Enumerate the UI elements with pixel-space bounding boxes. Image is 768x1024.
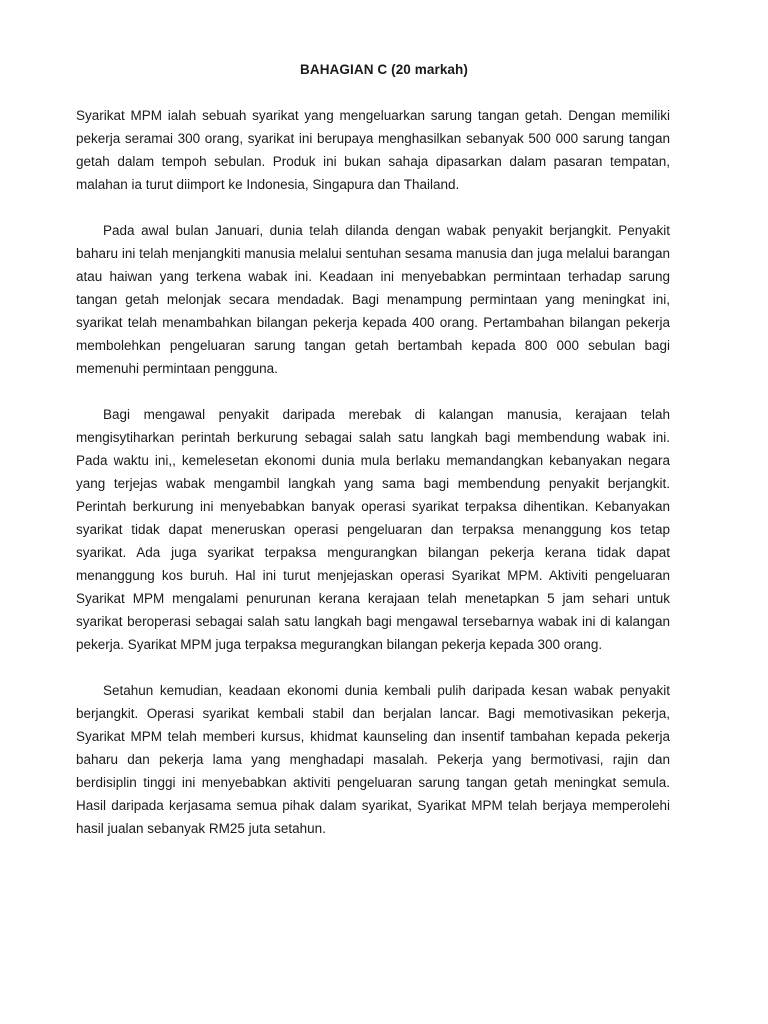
section-heading: BAHAGIAN C (20 markah) <box>300 62 468 77</box>
paragraph-4: Setahun kemudian, keadaan ekonomi dunia kembali pulih daripada kesan wabak penyakit berjangkit. Operasi syarikat kembali stabil dan berjalan lancar. Bagi memotivasikan pekerja, Syarikat MPM telah memberi kursus, khidmat kaunseling dan insentif tambahan kepada pekerja baharu dan pekerja lama yang menghadapi masalah. Pekerja yang bermotivasi, rajin dan berdisiplin tinggi ini menyebabkan aktiviti pengeluaran sarung tangan getah meningkat semula. Hasil daripada kerjasama semua pihak dalam syarikat, Syarikat MPM telah berjaya memperolehi hasil jualan sebanyak RM25 juta setahun. <box>76 683 670 836</box>
document-body <box>76 104 670 863</box>
paragraph-2: Pada awal bulan Januari, dunia telah dilanda dengan wabak penyakit berjangkit. Penyakit baharu ini telah menjangkiti manusia melalui sentuhan sesama manusia dan juga melalui barangan atau haiwan yang terkena wabak ini. Keadaan ini menyebabkan permintaan terhadap sarung tangan getah melonjak secara mendadak. Bagi menampung permintaan yang meningkat ini, syarikat telah menambahkan bilangan pekerja kepada 400 orang. Pertambahan bilangan pekerja membolehkan pengeluaran sarung tangan getah bertambah kepada 800 000 sebulan bagi memenuhi permintaan pengguna. <box>76 223 670 376</box>
paragraph-1: Syarikat MPM ialah sebuah syarikat yang mengeluarkan sarung tangan getah. Dengan memiliki pekerja seramai 300 orang, syarikat ini berupaya menghasilkan sebanyak 500 000 sarung tangan getah dalam tempoh sebulan. Produk ini bukan sahaja dipasarkan dalam pasaran tempatan, malahan ia turut diimport ke Indonesia, Singapura dan Thailand. <box>76 108 670 192</box>
paragraph-3: Bagi mengawal penyakit daripada merebak di kalangan manusia, kerajaan telah mengisytiharkan perintah berkurung sebagai salah satu langkah bagi membendung wabak ini. Pada waktu ini,, kemelesetan ekonomi dunia mula berlaku memandangkan kebanyakan negara yang terjejas wabak mengambil langkah yang sama bagi membendung penyakit berjangkit. Perintah berkurung ini menyebabkan banyak operasi syarikat terpaksa dihentikan. Kebanyakan syarikat tidak dapat meneruskan operasi pengeluaran dan terpaksa menanggung kos tetap syarikat. Ada juga syarikat terpaksa mengurangkan bilangan pekerja kerana tidak dapat menanggung kos buruh. Hal ini turut menjejaskan operasi Syarikat MPM. Aktiviti pengeluaran Syarikat MPM mengalami penurunan kerana kerajaan telah menetapkan 5 jam sehari untuk syarikat beroperasi sebagai salah satu langkah bagi mengawal tersebarnya wabak ini di kalangan pekerja. Syarikat MPM juga terpaksa megurangkan bilangan pekerja kepada 300 orang. <box>76 407 670 652</box>
